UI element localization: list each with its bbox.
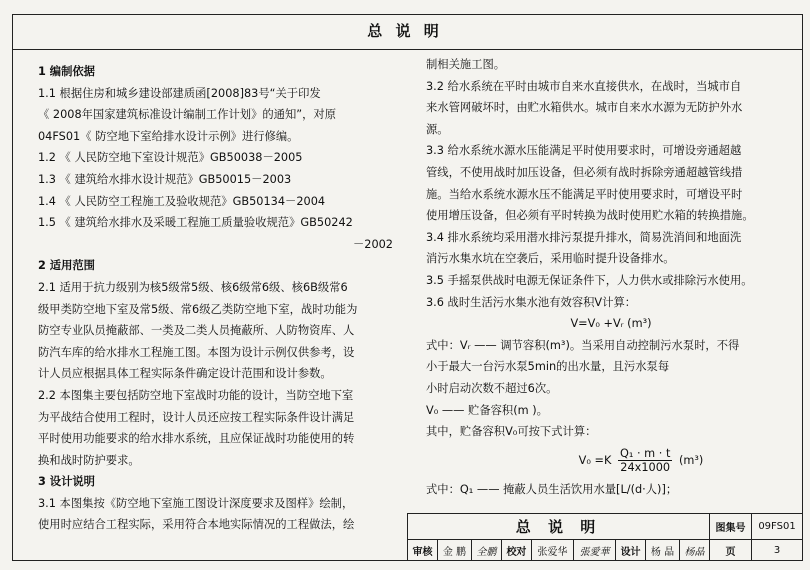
left-text-line: 2.2 本图集主要包括防空地下室战时功能的设计，当防空地下室 — [38, 388, 354, 402]
atlas-label: 图集号 — [709, 514, 751, 540]
formula-unit: (m³) — [678, 453, 704, 467]
right-lines — [426, 54, 796, 443]
page-number: 3 — [752, 540, 803, 561]
left-text-line: 平时使用功能要求的给水排水系统，且应保证战时功能使用的转 — [38, 432, 355, 446]
right-text-line: 其中，贮备容积V₀可按下式计算： — [426, 425, 597, 439]
right-text-line: 消污水集水坑在空袭后，采用临时提升设备排水。 — [426, 252, 675, 266]
page-label: 页 — [709, 540, 751, 561]
right-column — [426, 54, 796, 500]
formula-lhs: V₀ =K — [578, 453, 612, 467]
left-text-line: 换和战时防护要求。 — [38, 453, 140, 467]
title-divider — [12, 49, 803, 50]
left-text-line: 04FS01《 防空地下室给排水设计示例》进行修编。 — [38, 129, 299, 143]
left-text-line: 2.1 适用于抗力级别为核5级常5级、核6级常6级、核6B级常6 — [38, 280, 348, 294]
left-text-line: 1.3 《 建筑给水排水设计规范》GB50015－2003 — [38, 172, 292, 186]
right-text-line: 式中：Vᵣ —— 调节容积(m³)。当采用自动控制污水泵时，不得 — [426, 338, 740, 352]
left-text-line: 1 编制依据 — [38, 65, 95, 78]
formula-numerator: Q₁ · m · t — [619, 447, 671, 461]
right-text-line: 3.2 给水系统在平时由城市自来水直接供水，在战时，当城市自 — [426, 79, 742, 93]
left-text-line: 2 适用范围 — [38, 259, 95, 273]
right-text-line: 小于最大一台污水泵5min的出水量，且污水泵每 — [426, 360, 670, 374]
right-text-line: 源。 — [426, 122, 449, 136]
right-text-line: V=V₀ +Vᵣ (m³) — [570, 317, 652, 331]
formula — [426, 443, 796, 479]
right-text-line: V₀ —— 贮备容积(m )。 — [426, 403, 548, 417]
right-text-line: 3.6 战时生活污水集水池有效容积V计算： — [426, 295, 637, 309]
left-text-line: 级甲类防空地下室及常5级、常6级乙类防空地下室，战时功能为 — [38, 302, 358, 316]
left-column — [38, 61, 393, 536]
reviewer-name: 金 鹏 — [438, 540, 472, 561]
left-text-line: 为平战结合使用工程时，设计人员还应按工程实际条件设计满足 — [38, 410, 355, 424]
design-label: 设计 — [616, 540, 646, 561]
left-text-line: 防汽车库的给水排水工程施工图。本图为设计示例仅供参考，设 — [38, 345, 355, 359]
formula-note: 式中：Q₁ —— 掩蔽人员生活饮用水量[L/(d·人)]； — [426, 482, 678, 496]
review-label: 审核 — [408, 540, 438, 561]
left-text-line: 1.4 《 人民防空工程施工及验收规范》GB50134－2004 — [38, 194, 326, 208]
left-text-line: 使用时应结合工程实际，采用符合本地实际情况的工程做法，绘 — [38, 518, 355, 532]
designer-signature: 杨晶 — [679, 540, 709, 561]
check-label: 校对 — [501, 540, 531, 561]
left-text-line: －2002 — [352, 237, 393, 251]
right-text-line: 3.5 手摇泵供战时电源无保证条件下，人力供水或排除污水使用。 — [426, 273, 753, 287]
right-text-line: 3.4 排水系统均采用潜水排污泵提升排水，简易洗消间和地面洗 — [426, 230, 742, 244]
right-text-line: 使用增压设备，但必须有平时转换为战时使用贮水箱的转换措施。 — [426, 209, 754, 223]
left-text-line: 防空专业队员掩蔽部、一类及二类人员掩蔽所、人防物资库、人 — [38, 324, 355, 338]
designer-name: 杨 晶 — [646, 540, 680, 561]
atlas-number: 09FS01 — [752, 514, 803, 540]
formula-fraction — [618, 447, 672, 474]
checker-signature: 張愛華 — [574, 540, 616, 561]
right-text-line: 制相关施工图。 — [426, 58, 506, 71]
title-block-name: 总 说 明 — [408, 514, 710, 540]
formula-denominator: 24x1000 — [620, 461, 671, 475]
left-text-line: 计人员应根据具体工程实际条件确定设计范围和设计参数。 — [38, 367, 332, 381]
checker-name: 张爱华 — [531, 540, 573, 561]
reviewer-signature: 全鹏 — [471, 540, 501, 561]
right-text-line: 小时启动次数不超过6次。 — [426, 381, 558, 395]
left-text-line: 1.1 根据住房和城乡建设部建质函[2008]83号“关于印发 — [38, 86, 321, 100]
left-text-line: 1.5 《 建筑给水排水及采暖工程施工质量验收规范》GB50242 — [38, 216, 353, 230]
right-text-line: 3.3 给水系统水源水压能满足平时使用要求时，可增设旁通超越 — [426, 144, 742, 158]
right-text-line: 管线，不使用战时加压设备，但必须有战时拆除旁通超越管线措 — [426, 165, 743, 179]
left-text-line: 《 2008年国家建筑标准设计编制工作计划》的通知”，对原 — [38, 108, 337, 122]
right-text-line: 来水管网破坏时，由贮水箱供水。城市自来水水源为无防护外水 — [426, 101, 743, 115]
left-text-line: 3.1 本图集按《防空地下室施工图设计深度要求及图样》绘制， — [38, 496, 354, 510]
page-title: 总 说 明 — [367, 22, 443, 40]
right-text-line: 施。当给水系统水源水压不能满足平时使用要求时，可增设平时 — [426, 187, 743, 201]
title-block — [407, 513, 803, 561]
left-text-line: 3 设计说明 — [38, 475, 95, 489]
left-text-line: 1.2 《 人民防空地下室设计规范》GB50038－2005 — [38, 151, 303, 165]
